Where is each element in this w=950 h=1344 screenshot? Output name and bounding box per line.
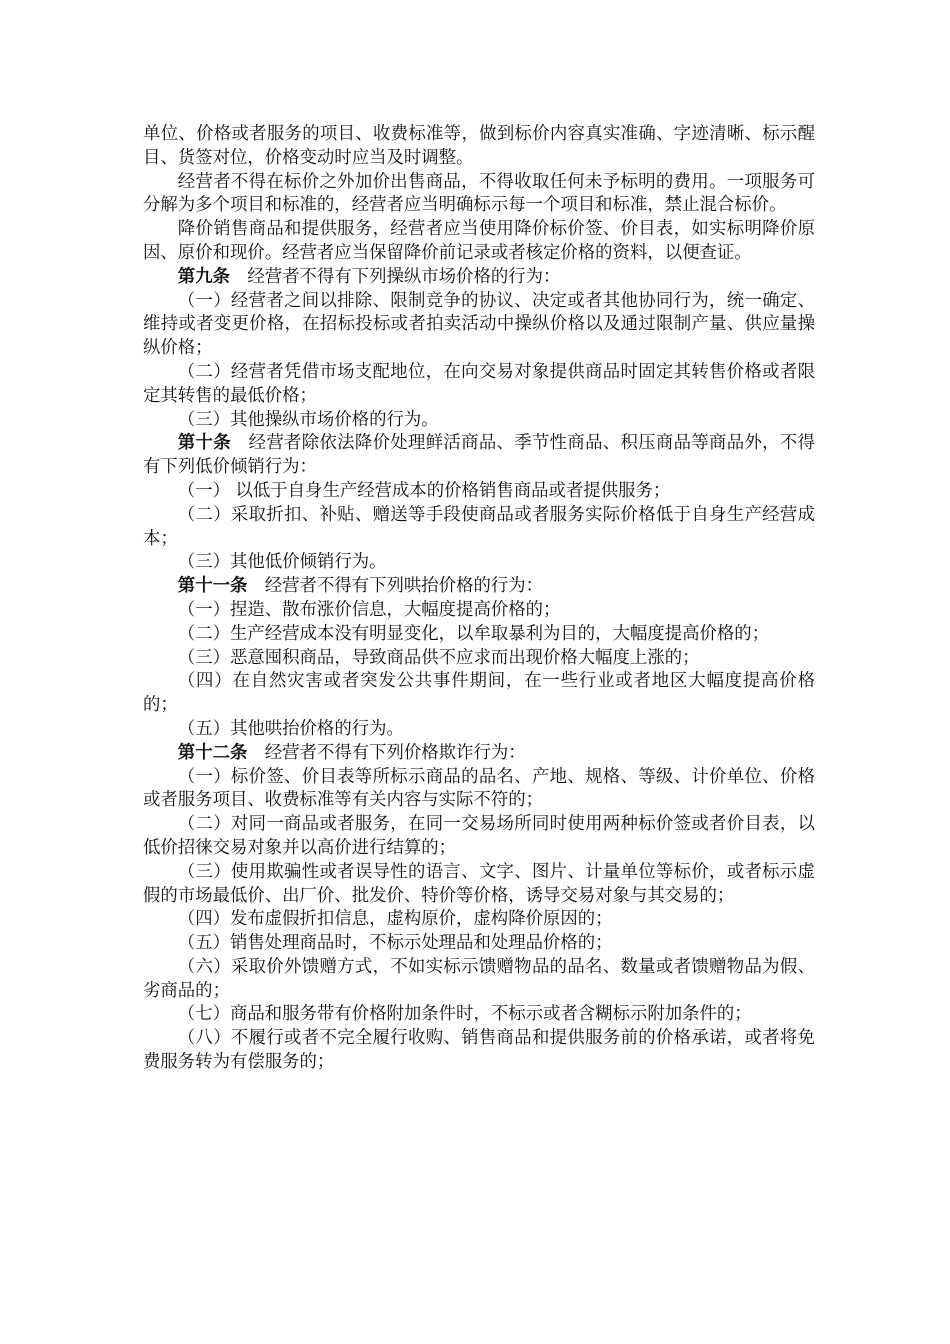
- article-item: （一） 以低于自身生产经营成本的价格销售商品或者提供服务；: [177, 480, 671, 501]
- article-item: （二）对同一商品或者服务，在同一交易场所同时使用两种标价签或者价目表，以低价招徕交易对象并以高价进行结算的；: [143, 814, 815, 858]
- article-10-intro: [143, 432, 815, 480]
- article-item: （二）经营者凭借市场支配地位，在向交易对象提供商品时固定其转售价格或者限定其转售的最低价格；: [143, 361, 815, 406]
- article-item: （二）生产经营成本没有明显变化，以牟取暴利为目的，大幅度提高价格的；: [177, 623, 770, 644]
- article-intro-text: 经营者不得有下列操纵市场价格的行为：: [247, 266, 561, 287]
- article-item: （一）捏造、散布涨价信息，大幅度提高价格的；: [177, 599, 561, 620]
- article-item: （三）恶意囤积商品，导致商品供不应求而出现价格大幅度上涨的；: [177, 647, 700, 668]
- article-item: （二）采取折扣、补贴、赠送等手段使商品或者服务实际价格低于自身生产经营成本；: [143, 504, 815, 549]
- article-intro-text: 经营者不得有下列哄抬价格的行为：: [264, 576, 544, 597]
- paragraph: 单位、价格或者服务的项目、收费标准等，做到标价内容真实准确、字迹清晰、标示醒目、货签对位，价格变动时应当及时调整。: [143, 124, 815, 168]
- article-item: （七）商品和服务带有价格附加条件时，不标示或者含糊标示附加条件的；: [177, 1004, 752, 1025]
- article-item: （五）销售处理商品时，不标示处理品和处理品价格的；: [177, 933, 613, 954]
- article-item: （三）使用欺骗性或者误导性的语言、文字、图片、计量单位等标价，或者标示虚假的市场最低价、出厂价、批发价、特价等价格，诱导交易对象与其交易的；: [143, 861, 815, 906]
- article-item: （三）其他低价倾销行为。: [177, 552, 387, 573]
- article-item: （一）经营者之间以排除、限制竞争的协议、决定或者其他协同行为，统一确定、维持或者变更价格，在招标投标或者拍卖活动中操纵价格以及通过限制产量、供应量操纵价格；: [143, 290, 815, 359]
- article-item: （三）其他操纵市场价格的行为。: [177, 409, 439, 430]
- article-intro-text: 经营者除依法降价处理鲜活商品、季节性商品、积压商品等商品外，不得有下列低价倾销行为：: [143, 433, 815, 478]
- article-item: （五）其他哄抬价格的行为。: [177, 718, 404, 739]
- article-item: （四）在自然灾害或者突发公共事件期间，在一些行业或者地区大幅度提高价格的；: [143, 671, 815, 716]
- document-page: [143, 123, 815, 1075]
- article-item: （六）采取价外馈赠方式，不如实标示馈赠物品的品名、数量或者馈赠物品为假、劣商品的；: [143, 956, 815, 1001]
- paragraph: 经营者不得在标价之外加价出售商品，不得收取任何未予标明的费用。一项服务可分解为多个项目和标准的，经营者应当明确标示每一个项目和标准，禁止混合标价。: [143, 171, 815, 216]
- paragraph: 降价销售商品和提供服务，经营者应当使用降价标价签、价目表，如实标明降价原因、原价和现价。经营者应当保留降价前记录或者核定价格的资料，以便查证。: [143, 219, 815, 263]
- article-heading: 第十二条: [177, 742, 248, 763]
- article-item: （八）不履行或者不完全履行收购、销售商品和提供服务前的价格承诺，或者将免费服务转为有偿服务的；: [143, 1028, 815, 1073]
- article-heading: 第十一条: [177, 576, 248, 597]
- article-intro-text: 经营者不得有下列价格欺诈行为：: [264, 742, 526, 763]
- article-item: （一）标价签、价目表等所标示商品的品名、产地、规格、等级、计价单位、价格或者服务项目、收费标准等有关内容与实际不符的；: [143, 766, 815, 811]
- article-11-intro: [143, 575, 815, 599]
- article-heading: 第九条: [177, 266, 230, 287]
- article-heading: 第十条: [177, 433, 231, 454]
- article-item: （四）发布虚假折扣信息，虚构原价，虚构降价原因的；: [177, 909, 613, 930]
- article-12-intro: [143, 742, 815, 766]
- article-9-intro: [143, 266, 815, 290]
